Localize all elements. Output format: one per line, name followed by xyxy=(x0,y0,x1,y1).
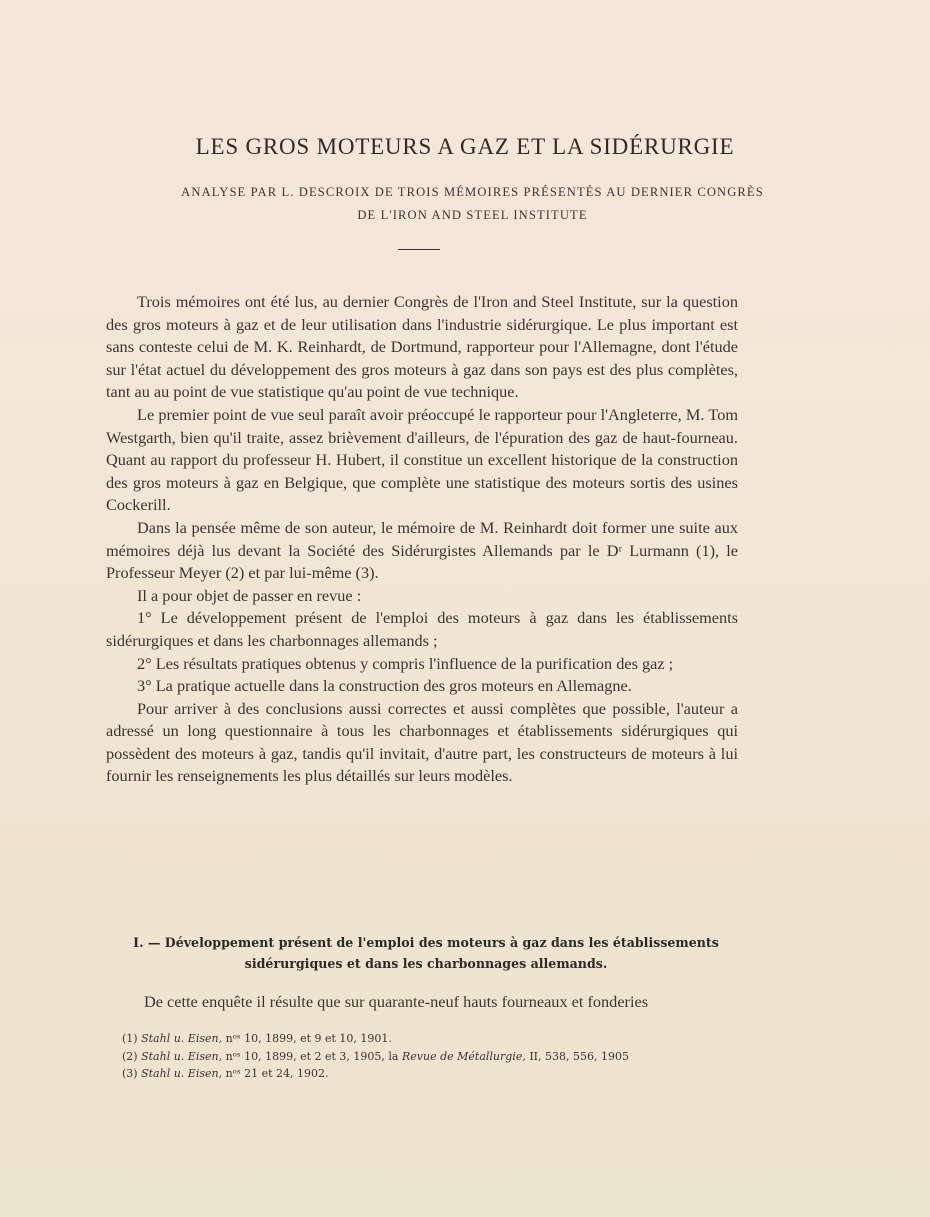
paragraph: Pour arriver à des conclusions aussi correctes et aussi complètes que possible, l'auteur a adressé un long questionnaire à tous les charbonnages et établissements sidérurgiques qui possèdent des moteurs à gaz, tandis qu'il invitait, d'autre part, les constructeurs de moteurs à lui fournir les renseignements les plus détaillés sur leurs modèles. xyxy=(106,698,738,786)
footnote-text: nᵒˢ 21 et 24, 1902. xyxy=(225,1067,329,1080)
document-title: LES GROS MOTEURS A GAZ ET LA SIDÉRURGIE xyxy=(195,134,735,159)
paragraph: Trois mémoires ont été lus, au dernier Congrès de l'Iron and Steel Institute, sur la question des gros moteurs à gaz et de leur utilisation dans l'industrie sidérurgique. Le plus important est sans conteste celui de M. K. Reinhardt, de Dortmund, rapporteur pour l'Allemagne, dont l'étude sur l'état actuel du développement des gros moteurs à gaz dans son pays est des plus complètes, tant au au point de vue statistique qu'au point de vue technique. xyxy=(106,292,738,402)
footnote-text: II, 538, 556, 1905 xyxy=(529,1049,629,1063)
title-divider xyxy=(398,249,440,250)
section-text xyxy=(106,991,746,1013)
section-heading xyxy=(120,932,732,974)
footnotes xyxy=(122,1030,742,1083)
footnote-journal: Revue de Métallurgie, xyxy=(401,1049,526,1063)
footnote-text: nᵒˢ 10, 1899, et 9 et 10, 1901. xyxy=(225,1032,392,1045)
paragraph: 2° Les résultats pratiques obtenus y compris l'influence de la purification des gaz ; xyxy=(137,653,674,673)
footnote-text: nᵒˢ 10, 1899, et 2 et 3, 1905, la xyxy=(225,1049,399,1063)
footnote-1 xyxy=(122,1030,742,1048)
section-heading-line-1: I. — Développement présent de l'emploi des moteurs à gaz dans les établissements xyxy=(133,935,719,950)
paragraph: De cette enquête il résulte que sur quarante-neuf hauts fourneaux et fonderies xyxy=(144,992,649,1011)
subtitle-line-1: ANALYSE PAR L. DESCROIX DE TROIS MÉMOIRES PRÉSENTÉS AU DERNIER CONGRÈS xyxy=(181,185,764,199)
section-heading-line-2: sidérurgiques et dans les charbonnages allemands. xyxy=(244,956,608,971)
footnote-number: (1) xyxy=(122,1032,138,1045)
paragraph: Le premier point de vue seul paraît avoir préoccupé le rapporteur pour l'Angleterre, M. Tom Westgarth, bien qu'il traite, assez brièvement d'ailleurs, de l'épuration des gaz de haut-fourneau. Quant au rapport du professeur H. Hubert, il constitue un excellent historique de la construction des gros moteurs à gaz en Belgique, que complète une statistique des moteurs sortis des usines Cockerill. xyxy=(106,404,738,515)
footnote-2 xyxy=(122,1048,742,1066)
footnote-number: (2) xyxy=(122,1049,138,1063)
footnote-3 xyxy=(122,1065,742,1083)
footnote-source: Stahl u. Eisen, xyxy=(141,1032,223,1045)
footnote-source: Stahl u. Eisen, xyxy=(141,1049,223,1063)
paragraph: Dans la pensée même de son auteur, le mémoire de M. Reinhardt doit former une suite aux mémoires déjà lus devant la Société des Sidérurgistes Allemands par le Dʳ Lurmann (1), le Professeur Meyer (2) et par lui-même (3). xyxy=(106,517,738,583)
footnote-number: (3) xyxy=(122,1067,138,1080)
subtitle-line-2: DE L'IRON AND STEEL INSTITUTE xyxy=(357,208,588,222)
footnote-source: Stahl u. Eisen, xyxy=(141,1067,223,1080)
paragraph: 3° La pratique actuelle dans la construction des gros moteurs en Allemagne. xyxy=(137,676,632,696)
document-subtitle xyxy=(105,181,840,227)
paragraph: 1° Le développement présent de l'emploi des moteurs à gaz dans les établissements sidérurgiques et dans les charbonnages allemands ; xyxy=(106,608,738,650)
paragraph: Il a pour objet de passer en revue : xyxy=(137,585,362,605)
body-text xyxy=(106,291,738,788)
